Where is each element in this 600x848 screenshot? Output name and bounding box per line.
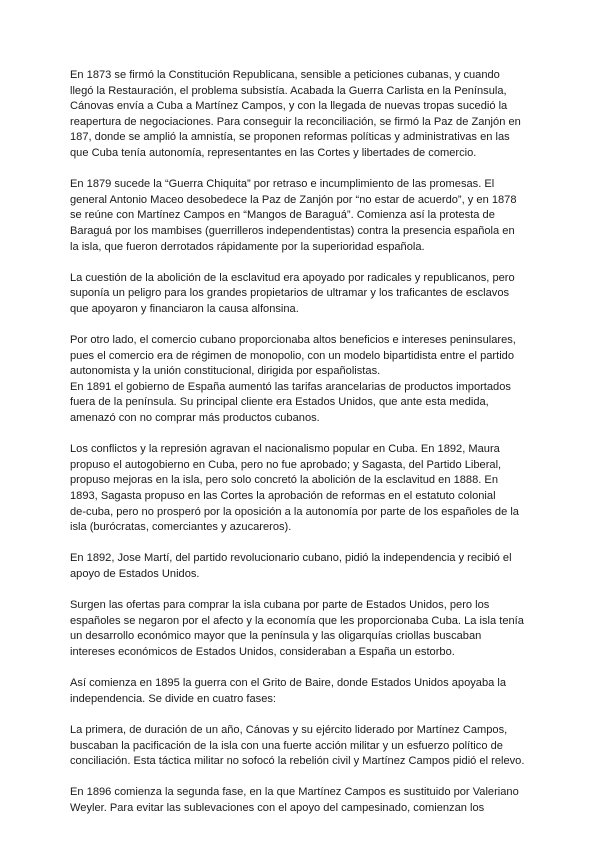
text-line: españoles se negaron por el afecto y la economía que les proporcionaba Cuba. La isla tenía <box>70 614 524 627</box>
text-line: En 1873 se firmó la Constitución Republicana, sensible a peticiones cubanas, y cuando <box>70 69 500 81</box>
paragraph <box>70 676 545 707</box>
text-line: En 1891 el gobierno de España aumentó las tarifas arancelarias de productos importados <box>70 380 511 393</box>
text-line: La primera, de duración de un año, Cánovas y su ejército liderado por Martínez Campos, <box>70 723 508 736</box>
text-line: 187, donde se amplió la amnistía, se proponen reformas políticas y administrativas en las <box>70 131 510 144</box>
paragraph <box>70 68 545 162</box>
text-line: que Cuba tenía autonomía, representantes en las Cortes y libertades de comercio. <box>70 146 477 159</box>
paragraph <box>70 785 545 816</box>
text-line: En 1896 comienza la segunda fase, en la que Martínez Campos es sustituido por Valeriano <box>70 786 519 799</box>
text-line: suponía un peligro para los grandes propietarios de ultramar y los traficantes de esclavos <box>70 287 510 300</box>
paragraph <box>70 271 545 318</box>
paragraph <box>70 442 545 536</box>
text-line: autonomista y la unión constitucional, dirigida por españolistas. <box>70 365 381 378</box>
text-line: la isla, que fueron derrotados rápidamente por la superioridad española. <box>70 240 425 253</box>
text-line: llegó la Restauración, el problema subsistía. Acabada la Guerra Carlista en la Península, <box>70 84 507 97</box>
text-line: de-cuba, pero no prosperó por la oposición a la autonomía por parte de los españoles de la <box>70 505 519 518</box>
text-line: propuso mejoras en la isla, pero solo concretó la abolición de la esclavitud en 1888. En <box>70 474 498 487</box>
text-line: buscaban la pacificación de la isla con una fuerte acción militar y un esfuerzo político de <box>70 739 503 752</box>
text-line: reapertura de negociaciones. Para conseguir la reconciliación, se firmó la Paz de Zanjón en <box>70 115 521 128</box>
text-line: Así comienza en 1895 la guerra con el Grito de Baire, donde Estados Unidos apoyaba la <box>70 677 507 690</box>
text-line: independencia. Se divide en cuatro fases: <box>70 692 276 705</box>
paragraph <box>70 380 545 427</box>
text-line: un desarrollo económico mayor que la península y las oligarquías criollas buscaban <box>70 630 482 643</box>
text-line: amenazó con no comprar más productos cubanos. <box>70 412 320 425</box>
paragraph <box>70 333 545 380</box>
text-line: propuso el autogobierno en Cuba, pero no fue aprobado; y Sagasta, del Partido Liberal, <box>70 458 502 471</box>
text-line: Los conflictos y la represión agravan el nacionalismo popular en Cuba. En 1892, Maura <box>70 443 500 456</box>
paragraph <box>70 723 545 770</box>
paragraph <box>70 551 545 582</box>
document-page <box>70 68 545 832</box>
text-line: Weyler. Para evitar las sublevaciones con el apoyo del campesinado, comienzan los <box>70 801 485 814</box>
text-line: Surgen las ofertas para comprar la isla cubana por parte de Estados Unidos, pero los <box>70 599 490 612</box>
text-line: que apoyaron y financiaron la causa alfonsina. <box>70 302 299 315</box>
paragraph <box>70 177 545 255</box>
text-line: En 1879 sucede la “Guerra Chiquita” por retraso e incumplimiento de las promesas. El <box>70 178 495 191</box>
text-line: fuera de la península. Su principal cliente era Estados Unidos, que ante esta medida, <box>70 396 489 409</box>
text-line: se reúne con Martínez Campos en “Mangos de Baraguá”. Comienza así la protesta de <box>70 209 495 222</box>
paragraph <box>70 598 545 660</box>
text-line: general Antonio Maceo desobedece la Paz de Zanjón por “no estar de acuerdo”, y en 1878 <box>70 193 517 206</box>
text-line: apoyo de Estados Unidos. <box>70 568 200 580</box>
text-line: conciliación. Esta táctica militar no sofocó la rebelión civil y Martínez Campos pidió el relevo. <box>70 755 525 768</box>
text-line: intereses económicos de Estados Unidos, consideraban a España un estorbo. <box>70 645 455 658</box>
text-line: Por otro lado, el comercio cubano proporcionaba altos beneficios e intereses peninsulares, <box>70 334 516 347</box>
text-line: 1893, Sagasta propuso en las Cortes la aprobación de reformas en el estatuto colonial <box>70 490 496 503</box>
text-line: isla (burócratas, comerciantes y azucareros). <box>70 521 292 534</box>
text-line: En 1892, Jose Martí, del partido revolucionario cubano, pidió la independencia y recibió el <box>70 552 512 565</box>
text-line: La cuestión de la abolición de la esclavitud era apoyado por radicales y republicanos, pero <box>70 271 515 284</box>
text-line: pues el comercio era de régimen de monopolio, con un modelo bipartidista entre el partido <box>70 349 515 362</box>
text-line: Cánovas envía a Cuba a Martínez Campos, y con la llegada de nuevas tropas sucedió la <box>70 100 508 113</box>
text-line: Baraguá por los mambises (guerrilleros independentistas) contra la presencia española en <box>70 224 515 237</box>
